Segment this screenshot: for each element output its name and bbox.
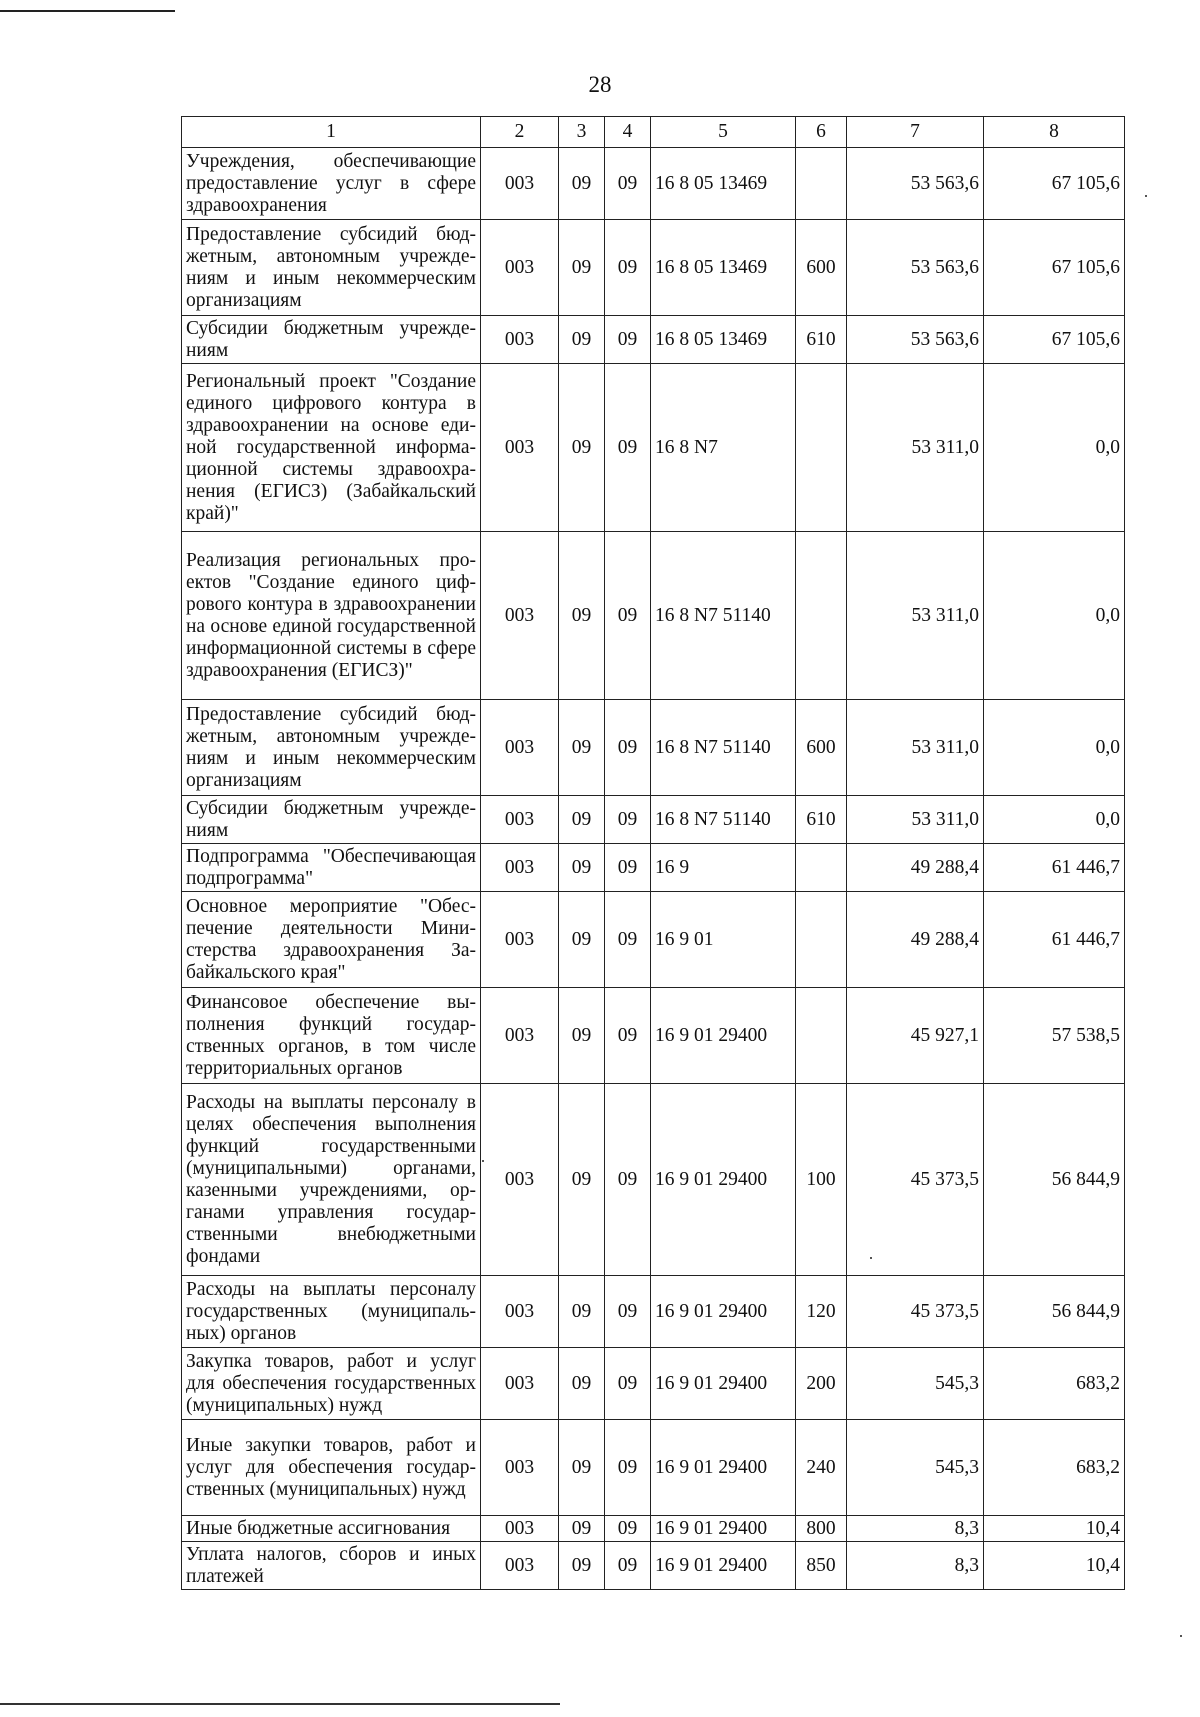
- cell-col8: 56 844,9: [984, 1084, 1125, 1276]
- cell-col4: 09: [605, 700, 651, 796]
- cell-col5: 16 9 01: [651, 892, 796, 988]
- column-header: 3: [559, 117, 605, 148]
- cell-col5: 16 9 01 29400: [651, 1420, 796, 1516]
- cell-col4: 09: [605, 1084, 651, 1276]
- cell-col5: 16 8 05 13469: [651, 148, 796, 220]
- cell-col4: 09: [605, 988, 651, 1084]
- cell-name: Субсидии бюджетным учреждениям: [182, 316, 481, 364]
- cell-col8: 10,4: [984, 1542, 1125, 1590]
- cell-col2: 003: [481, 1084, 559, 1276]
- cell-col6: 600: [796, 220, 847, 316]
- cell-col2: 003: [481, 1542, 559, 1590]
- cell-col2: 003: [481, 1420, 559, 1516]
- cell-col8: 67 105,6: [984, 220, 1125, 316]
- cell-name: Предоставление субсидий бюджетным, автономным учреждениям и иным некоммерческим организациям: [182, 700, 481, 796]
- cell-col3: 09: [559, 1420, 605, 1516]
- cell-col3: 09: [559, 1276, 605, 1348]
- cell-col5: 16 9 01 29400: [651, 988, 796, 1084]
- cell-col7: 53 563,6: [847, 316, 984, 364]
- cell-col3: 09: [559, 148, 605, 220]
- cell-col3: 09: [559, 892, 605, 988]
- cell-col3: 09: [559, 700, 605, 796]
- cell-col3: 09: [559, 1348, 605, 1420]
- cell-col7: 53 311,0: [847, 364, 984, 532]
- cell-col7: 49 288,4: [847, 844, 984, 892]
- cell-col2: 003: [481, 148, 559, 220]
- cell-col7: 45 373,5: [847, 1084, 984, 1276]
- cell-col5: 16 8 N7 51140: [651, 796, 796, 844]
- scan-edge-line-bottom: [0, 1703, 560, 1705]
- cell-col7: 8,3: [847, 1516, 984, 1542]
- cell-col5: 16 9 01 29400: [651, 1084, 796, 1276]
- cell-col4: 09: [605, 220, 651, 316]
- table-row: [182, 988, 1125, 1084]
- cell-col6: 200: [796, 1348, 847, 1420]
- cell-col5: 16 9 01 29400: [651, 1276, 796, 1348]
- cell-col5: 16 9 01 29400: [651, 1348, 796, 1420]
- column-header: 2: [481, 117, 559, 148]
- cell-col6: 600: [796, 700, 847, 796]
- cell-col2: 003: [481, 796, 559, 844]
- cell-col2: 003: [481, 532, 559, 700]
- cell-col3: 09: [559, 1542, 605, 1590]
- cell-col8: 61 446,7: [984, 844, 1125, 892]
- cell-col3: 09: [559, 316, 605, 364]
- cell-col6: 610: [796, 796, 847, 844]
- cell-col2: 003: [481, 1276, 559, 1348]
- table-row: [182, 1516, 1125, 1542]
- cell-name: Расходы на выплаты персоналу в целях обеспечения выполнения функций государственными (муниципальными) органами, казенными учреждениями, органами управления государственными внебюджетными фондами: [182, 1084, 481, 1276]
- cell-name: Финансовое обеспечение выполнения функций государственных органов, в том числе территориальных органов: [182, 988, 481, 1084]
- scan-speck: [1145, 195, 1147, 197]
- table-row: [182, 700, 1125, 796]
- cell-col6: 120: [796, 1276, 847, 1348]
- cell-col6: 610: [796, 316, 847, 364]
- cell-col2: 003: [481, 844, 559, 892]
- cell-col5: 16 8 N7 51140: [651, 532, 796, 700]
- cell-col8: 683,2: [984, 1348, 1125, 1420]
- cell-name: Предоставление субсидий бюджетным, автономным учреждениям и иным некоммерческим организациям: [182, 220, 481, 316]
- scan-speck: [1180, 1635, 1182, 1637]
- table-row: [182, 220, 1125, 316]
- cell-col2: 003: [481, 1516, 559, 1542]
- cell-col4: 09: [605, 796, 651, 844]
- cell-col3: 09: [559, 532, 605, 700]
- cell-col8: 0,0: [984, 532, 1125, 700]
- cell-col7: 8,3: [847, 1542, 984, 1590]
- cell-col3: 09: [559, 220, 605, 316]
- table-row: [182, 148, 1125, 220]
- column-header: 1: [182, 117, 481, 148]
- table-row: [182, 364, 1125, 532]
- scan-speck: [482, 1160, 484, 1162]
- cell-col3: 09: [559, 1516, 605, 1542]
- cell-col8: 0,0: [984, 700, 1125, 796]
- cell-col4: 09: [605, 1420, 651, 1516]
- cell-col5: 16 9: [651, 844, 796, 892]
- cell-col4: 09: [605, 364, 651, 532]
- cell-col8: 67 105,6: [984, 148, 1125, 220]
- cell-col5: 16 8 N7 51140: [651, 700, 796, 796]
- cell-name: Региональный проект "Создание единого цифрового контура в здравоохранении на основе единой государственной информационной системы здравоохранения (ЕГИСЗ) (Забайкальский край)": [182, 364, 481, 532]
- cell-col4: 09: [605, 532, 651, 700]
- column-header: 7: [847, 117, 984, 148]
- cell-col6: [796, 148, 847, 220]
- cell-col7: 53 311,0: [847, 532, 984, 700]
- table-row: [182, 1348, 1125, 1420]
- cell-col4: 09: [605, 1348, 651, 1420]
- cell-col6: [796, 364, 847, 532]
- cell-col2: 003: [481, 220, 559, 316]
- column-header: 5: [651, 117, 796, 148]
- cell-col4: 09: [605, 316, 651, 364]
- cell-col4: 09: [605, 1542, 651, 1590]
- cell-col6: 100: [796, 1084, 847, 1276]
- table-row: [182, 1542, 1125, 1590]
- cell-col2: 003: [481, 892, 559, 988]
- table-row: [182, 844, 1125, 892]
- cell-col6: 800: [796, 1516, 847, 1542]
- cell-col8: 10,4: [984, 1516, 1125, 1542]
- scan-edge-line-top: [0, 10, 175, 12]
- cell-col5: 16 9 01 29400: [651, 1542, 796, 1590]
- cell-col7: 45 927,1: [847, 988, 984, 1084]
- budget-table: [181, 116, 1125, 1590]
- cell-col7: 545,3: [847, 1348, 984, 1420]
- cell-name: Иные закупки товаров, работ и услуг для обеспечения государственных (муниципальных) нужд: [182, 1420, 481, 1516]
- cell-name: Подпрограмма "Обеспечивающая подпрограмма": [182, 844, 481, 892]
- table-row: [182, 1420, 1125, 1516]
- cell-col7: 53 311,0: [847, 796, 984, 844]
- cell-name: Закупка товаров, работ и услуг для обеспечения государственных (муниципальных) нужд: [182, 1348, 481, 1420]
- cell-name: Учреждения, обеспечивающие предоставление услуг в сфере здравоохранения: [182, 148, 481, 220]
- cell-col7: 53 563,6: [847, 220, 984, 316]
- cell-col8: 0,0: [984, 364, 1125, 532]
- cell-col4: 09: [605, 1276, 651, 1348]
- cell-name: Иные бюджетные ассигнования: [182, 1516, 481, 1542]
- cell-col3: 09: [559, 988, 605, 1084]
- cell-col4: 09: [605, 844, 651, 892]
- scan-speck: [870, 1257, 872, 1259]
- cell-name: Расходы на выплаты персоналу государственных (муниципальных) органов: [182, 1276, 481, 1348]
- cell-col2: 003: [481, 364, 559, 532]
- cell-col3: 09: [559, 1084, 605, 1276]
- cell-col8: 56 844,9: [984, 1276, 1125, 1348]
- cell-col6: 850: [796, 1542, 847, 1590]
- cell-col7: 53 563,6: [847, 148, 984, 220]
- table-row: [182, 1084, 1125, 1276]
- table-row: [182, 1276, 1125, 1348]
- cell-col8: 61 446,7: [984, 892, 1125, 988]
- table-row: [182, 892, 1125, 988]
- table-row: [182, 796, 1125, 844]
- cell-col8: 0,0: [984, 796, 1125, 844]
- cell-col5: 16 8 05 13469: [651, 316, 796, 364]
- cell-col6: [796, 532, 847, 700]
- column-header: 8: [984, 117, 1125, 148]
- column-header: 6: [796, 117, 847, 148]
- cell-col6: [796, 844, 847, 892]
- cell-col8: 67 105,6: [984, 316, 1125, 364]
- table-header-row: [182, 117, 1125, 148]
- cell-col4: 09: [605, 1516, 651, 1542]
- cell-col2: 003: [481, 316, 559, 364]
- cell-col2: 003: [481, 1348, 559, 1420]
- cell-col8: 57 538,5: [984, 988, 1125, 1084]
- cell-col4: 09: [605, 148, 651, 220]
- cell-col7: 545,3: [847, 1420, 984, 1516]
- cell-col2: 003: [481, 988, 559, 1084]
- cell-name: Основное мероприятие "Обеспечение деятельности Министерства здравоохранения Забайкальского края": [182, 892, 481, 988]
- table-row: [182, 316, 1125, 364]
- cell-col7: 53 311,0: [847, 700, 984, 796]
- cell-col4: 09: [605, 892, 651, 988]
- cell-col6: [796, 988, 847, 1084]
- cell-col5: 16 9 01 29400: [651, 1516, 796, 1542]
- cell-col7: 49 288,4: [847, 892, 984, 988]
- table-row: [182, 532, 1125, 700]
- cell-col7: 45 373,5: [847, 1276, 984, 1348]
- cell-col3: 09: [559, 796, 605, 844]
- cell-col6: [796, 892, 847, 988]
- cell-col3: 09: [559, 364, 605, 532]
- cell-col3: 09: [559, 844, 605, 892]
- cell-col5: 16 8 N7: [651, 364, 796, 532]
- cell-name: Субсидии бюджетным учреждениям: [182, 796, 481, 844]
- cell-col6: 240: [796, 1420, 847, 1516]
- page-number: 28: [588, 72, 612, 97]
- cell-col2: 003: [481, 700, 559, 796]
- column-header: 4: [605, 117, 651, 148]
- cell-col5: 16 8 05 13469: [651, 220, 796, 316]
- cell-name: Уплата налогов, сборов и иных платежей: [182, 1542, 481, 1590]
- cell-name: Реализация региональных проектов "Создание единого цифрового контура в здравоохранении на основе единой государственной информационной системы в сфере здравоохранения (ЕГИСЗ)": [182, 532, 481, 700]
- cell-col8: 683,2: [984, 1420, 1125, 1516]
